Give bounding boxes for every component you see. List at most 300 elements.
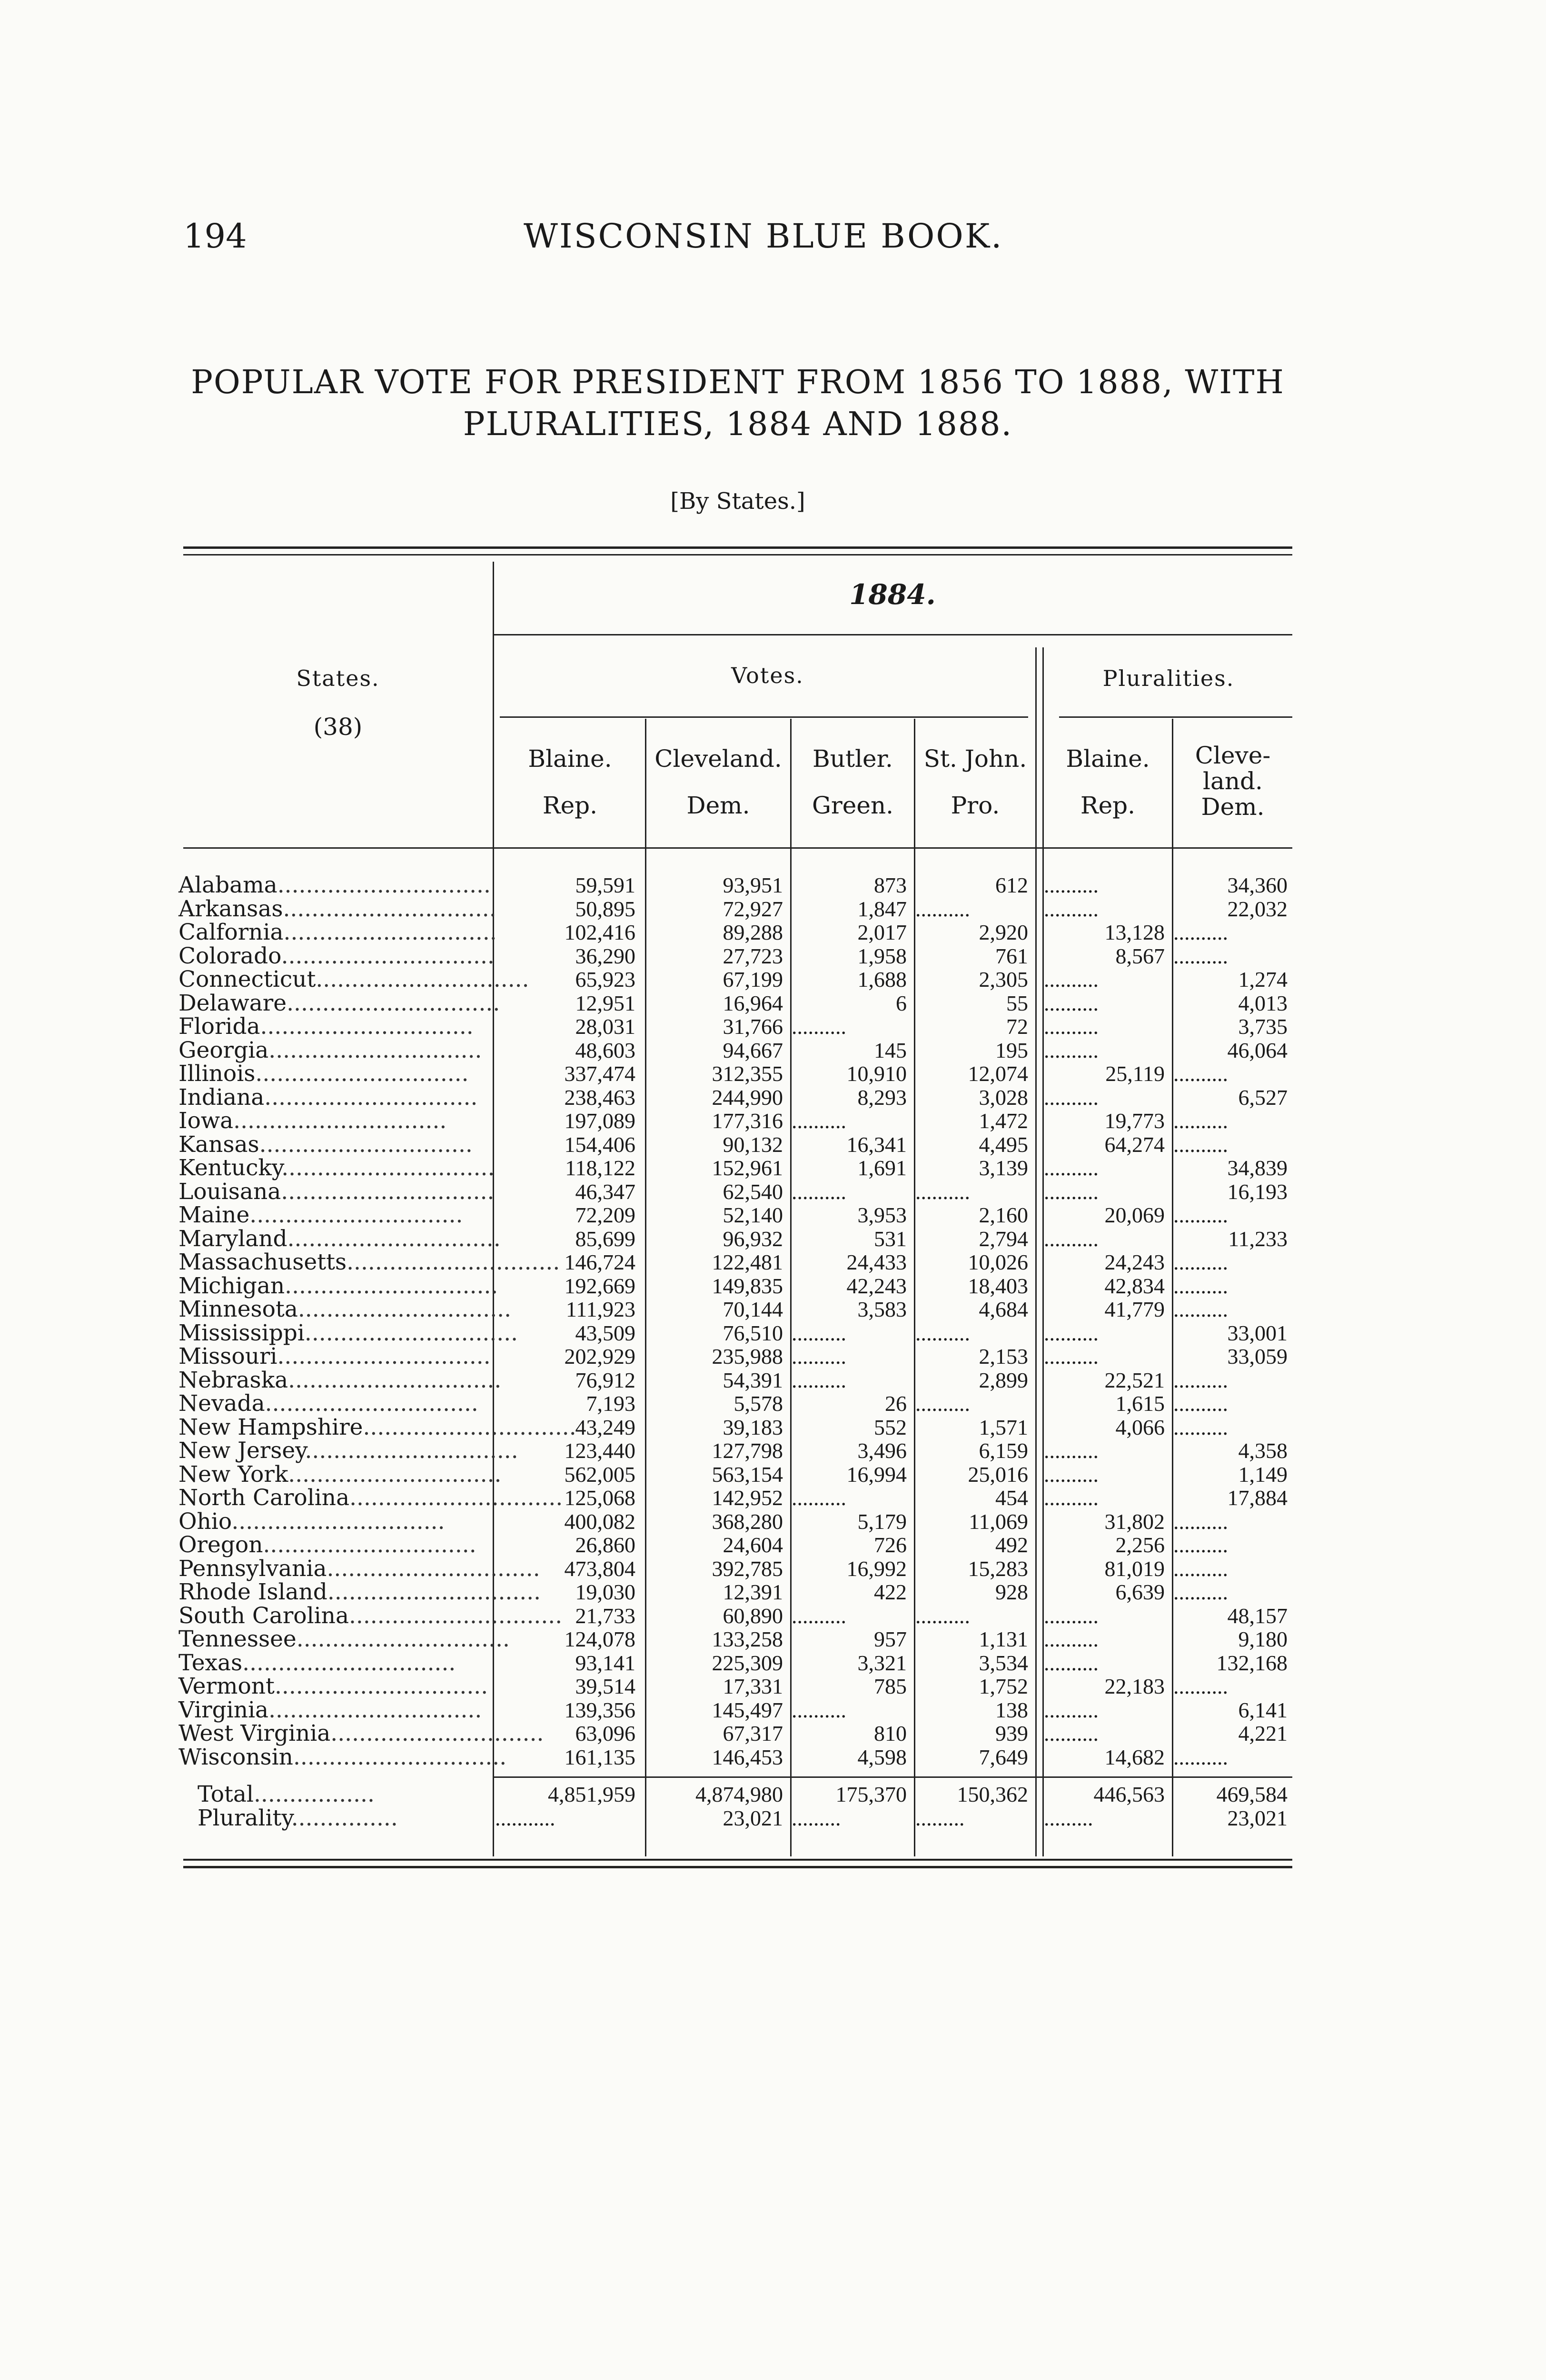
- cleveland-votes-cell: 145,497: [712, 1697, 783, 1722]
- blaine-plurality-cell: 25,119: [1105, 1061, 1165, 1086]
- cleveland-votes-cell: 225,309: [712, 1650, 783, 1675]
- cleveland-plurality-cell: ..........: [1173, 1250, 1228, 1274]
- blaine-votes-cell: 72,209: [575, 1203, 635, 1227]
- butler-votes-cell: ..........: [792, 1697, 846, 1722]
- blaine-plurality-cell: 6,639: [1115, 1580, 1165, 1604]
- state-name: West Virginia: [178, 1720, 331, 1746]
- cleveland-plurality-cell: 1,274: [1238, 967, 1288, 992]
- state-names-column: [178, 872, 576, 1770]
- blaine-votes-column: [495, 873, 635, 1769]
- running-head: [183, 217, 1278, 259]
- state-name: Louisana: [178, 1178, 281, 1205]
- stjohn-votes-cell: 939: [995, 1721, 1028, 1745]
- totals-labels: [178, 1783, 488, 1830]
- stjohn-votes-cell: 1,752: [979, 1674, 1028, 1698]
- blaine-votes-cell: 197,089: [564, 1109, 635, 1133]
- state-name: Mississippi: [178, 1319, 305, 1346]
- stjohn-votes-cell: ..........: [915, 1179, 970, 1204]
- col-header-butler: Butler. Green.: [812, 745, 894, 819]
- cleveland-plurality-cell: 4,221: [1238, 1721, 1288, 1745]
- cleveland-plurality-cell: ..........: [1173, 1368, 1228, 1392]
- butler-votes-cell: 873: [874, 873, 907, 897]
- cleveland-votes-cell: 67,199: [723, 967, 783, 992]
- state-name: Pennsylvania: [178, 1555, 327, 1582]
- state-row: Connecticut..............................: [178, 966, 529, 992]
- stjohn-votes-column: [915, 873, 1028, 1769]
- cleveland-votes-cell: 96,932: [723, 1226, 783, 1251]
- blaine-votes-cell: 26,860: [575, 1533, 635, 1557]
- cleveland-plurality-cell: 132,168: [1216, 1650, 1288, 1675]
- state-name: Virginia: [178, 1696, 269, 1723]
- state-row: Missouri..............................: [178, 1343, 491, 1369]
- cleveland-votes-cell: 5,578: [733, 1391, 783, 1416]
- subtitle: [By States.]: [670, 488, 805, 515]
- cleveland-plurality-cell: 17,884: [1227, 1486, 1288, 1510]
- stjohn-votes-cell: 4,495: [979, 1132, 1028, 1157]
- cleveland-votes-cell: 133,258: [712, 1627, 783, 1651]
- cleveland-plurality-cell: ..........: [1173, 1132, 1228, 1157]
- cleveland-votes-cell: 31,766: [723, 1014, 783, 1039]
- blaine-plurality-cell: ..........: [1044, 873, 1099, 897]
- state-row: Georgia..............................: [178, 1037, 482, 1063]
- blaine-votes-cell: 85,699: [575, 1226, 635, 1251]
- cleveland-votes-cell: 149,835: [712, 1273, 783, 1298]
- cleveland-votes-cell: 17,331: [723, 1674, 783, 1698]
- blaine-votes-cell: 48,603: [575, 1038, 635, 1062]
- state-name: Nevada: [178, 1390, 265, 1417]
- butler-votes-cell: 5,179: [857, 1509, 907, 1534]
- page-number: 194: [183, 217, 247, 256]
- butler-votes-cell: 16,341: [846, 1132, 907, 1157]
- stjohn-votes-cell: 72: [1006, 1014, 1028, 1039]
- bottom-rule-1: [183, 1859, 1292, 1861]
- blaine-plurality-cell: 4,066: [1115, 1415, 1165, 1439]
- blaine-plurality-cell: ..........: [1044, 1462, 1099, 1487]
- stjohn-votes-cell: 3,139: [979, 1156, 1028, 1180]
- total-butler: 175,370 .........: [792, 1782, 907, 1830]
- stjohn-votes-cell: 6,159: [979, 1438, 1028, 1463]
- blaine-votes-cell: 7,193: [586, 1391, 635, 1416]
- state-row: Virginia..............................: [178, 1696, 482, 1723]
- blaine-votes-cell: 562,005: [564, 1462, 635, 1487]
- cleveland-plurality-cell: 3,735: [1238, 1014, 1288, 1039]
- total-plurality-blaine: 446,563 .........: [1044, 1782, 1165, 1830]
- blaine-votes-cell: 59,591: [575, 873, 635, 897]
- blaine-votes-cell: 473,804: [564, 1556, 635, 1581]
- cleveland-plurality-cell: ..........: [1173, 1297, 1228, 1321]
- state-row: Oregon..............................: [178, 1532, 476, 1558]
- stjohn-votes-cell: 2,305: [979, 967, 1028, 992]
- state-name: Georgia: [178, 1037, 269, 1063]
- blaine-plurality-cell: ..........: [1044, 1627, 1099, 1651]
- cleveland-votes-cell: 142,952: [712, 1486, 783, 1510]
- cleveland-plurality-cell: 4,358: [1238, 1438, 1288, 1463]
- cleveland-votes-cell: 94,667: [723, 1038, 783, 1062]
- blaine-plurality-cell: ..........: [1044, 1014, 1099, 1039]
- blaine-votes-cell: 93,141: [575, 1650, 635, 1675]
- stjohn-votes-cell: 2,899: [979, 1368, 1028, 1392]
- stjohn-votes-cell: 761: [995, 943, 1028, 968]
- state-row: West Virginia..............................: [178, 1720, 544, 1746]
- state-row: Colorado..............................: [178, 942, 495, 969]
- cleveland-plurality-cell: ..........: [1173, 1533, 1228, 1557]
- state-name: Iowa: [178, 1108, 234, 1134]
- cleveland-plurality-cell: ..........: [1173, 943, 1228, 968]
- state-row: Iowa..............................: [178, 1108, 447, 1134]
- stjohn-votes-cell: 2,920: [979, 920, 1028, 944]
- stjohn-votes-cell: 195: [995, 1038, 1028, 1062]
- blaine-plurality-cell: ..........: [1044, 1603, 1099, 1628]
- state-name: Maine: [178, 1202, 250, 1228]
- cleveland-plurality-cell: 22,032: [1227, 896, 1288, 921]
- state-name: Massachusetts: [178, 1249, 347, 1275]
- state-name: Calfornia: [178, 919, 284, 945]
- blaine-plurality-cell: 19,773: [1104, 1109, 1165, 1133]
- state-row: Calfornia..............................: [178, 919, 497, 945]
- blaine-votes-cell: 43,509: [575, 1320, 635, 1345]
- state-name: North Carolina: [178, 1485, 350, 1511]
- state-row: New Jersey..............................: [178, 1438, 518, 1464]
- cleveland-votes-cell: 12,391: [723, 1580, 783, 1604]
- state-row: Ohio..............................: [178, 1508, 445, 1535]
- state-name: Vermont: [178, 1673, 275, 1699]
- blaine-plurality-cell: 31,802: [1104, 1509, 1165, 1534]
- blaine-plurality-cell: ..........: [1044, 1344, 1099, 1368]
- state-row: Nebraska..............................: [178, 1367, 502, 1393]
- blaine-plurality-cell: ..........: [1044, 991, 1099, 1015]
- top-rule-2: [183, 554, 1292, 555]
- cleveland-plurality-cell: ..........: [1173, 1556, 1228, 1581]
- butler-votes-cell: 145: [874, 1038, 907, 1062]
- blaine-votes-cell: 76,912: [575, 1368, 635, 1392]
- cleveland-plurality-cell: ..........: [1173, 1109, 1228, 1133]
- butler-votes-cell: 3,953: [857, 1203, 907, 1227]
- blaine-plurality-cell: ..........: [1044, 896, 1099, 921]
- cleveland-votes-cell: 146,453: [712, 1745, 783, 1769]
- cleveland-votes-cell: 93,951: [723, 873, 783, 897]
- blaine-plurality-cell: ..........: [1044, 1085, 1099, 1110]
- stjohn-votes-cell: 25,016: [968, 1462, 1028, 1487]
- blaine-plurality-cell: ..........: [1044, 967, 1099, 992]
- cleveland-votes-cell: 152,961: [712, 1156, 783, 1180]
- blaine-votes-cell: 39,514: [575, 1674, 635, 1698]
- blaine-votes-cell: 12,951: [575, 991, 635, 1015]
- blaine-plurality-cell: ..........: [1044, 1721, 1099, 1745]
- state-row: Kentucky..............................: [178, 1155, 495, 1181]
- butler-votes-cell: 3,496: [857, 1438, 907, 1463]
- blaine-votes-cell: 118,122: [565, 1156, 635, 1180]
- butler-votes-cell: 4,598: [857, 1745, 907, 1769]
- blaine-plurality-cell: 14,682: [1104, 1745, 1165, 1769]
- state-name: Rhode Island: [178, 1579, 327, 1605]
- butler-votes-cell: 16,994: [846, 1462, 907, 1487]
- butler-votes-cell: 1,688: [857, 967, 907, 992]
- stjohn-votes-cell: 1,472: [979, 1109, 1028, 1133]
- cleveland-votes-cell: 244,990: [712, 1085, 783, 1110]
- state-name: Connecticut: [178, 966, 316, 992]
- stjohn-votes-cell: 2,794: [979, 1226, 1028, 1251]
- stjohn-votes-cell: 1,131: [979, 1627, 1028, 1651]
- cleveland-votes-cell: 70,144: [723, 1297, 783, 1321]
- state-row: Mississippi..............................: [178, 1319, 518, 1346]
- state-name: New York: [178, 1461, 288, 1488]
- stjohn-votes-cell: 4,684: [979, 1297, 1028, 1321]
- stjohn-votes-cell: ..........: [915, 1320, 970, 1345]
- state-row: Alabama..............................: [178, 872, 491, 898]
- state-row: Massachusetts..............................: [178, 1249, 560, 1275]
- state-row: Michigan..............................: [178, 1272, 498, 1299]
- plurality-label-row: Plurality...............: [198, 1805, 398, 1831]
- total-plurality-cleveland: 469,584 23,021: [1216, 1782, 1288, 1830]
- state-row: Wisconsin..............................: [178, 1744, 507, 1770]
- state-row: Minnesota..............................: [178, 1296, 512, 1322]
- butler-votes-cell: 957: [874, 1627, 907, 1651]
- cleveland-plurality-cell: 6,527: [1238, 1085, 1288, 1110]
- state-name: Michigan: [178, 1272, 285, 1299]
- state-name: Maryland: [178, 1225, 287, 1252]
- blaine-votes-cell: 123,440: [564, 1438, 635, 1463]
- state-row: New Hampshire..............................: [178, 1414, 576, 1440]
- totals-rule: [493, 1776, 1292, 1778]
- state-row: Maine..............................: [178, 1202, 463, 1228]
- cleveland-votes-cell: 122,481: [712, 1250, 783, 1274]
- state-name: Tennessee: [178, 1626, 297, 1652]
- blaine-plurality-cell: 20,069: [1104, 1203, 1165, 1227]
- state-row: Nevada..............................: [178, 1390, 478, 1417]
- state-name: Arkansas: [178, 895, 283, 922]
- states-divider: [493, 562, 494, 1856]
- blaine-plurality-cell: 22,183: [1104, 1674, 1165, 1698]
- blaine-plurality-cell: ..........: [1044, 1156, 1099, 1180]
- table-title: [181, 362, 1295, 446]
- butler-votes-cell: ..........: [792, 1486, 846, 1510]
- states-header: States.: [296, 665, 380, 691]
- butler-votes-cell: 3,321: [857, 1650, 907, 1675]
- butler-votes-cell: 531: [874, 1226, 907, 1251]
- butler-votes-cell: 3,583: [857, 1297, 907, 1321]
- cleveland-votes-cell: 62,540: [723, 1179, 783, 1204]
- butler-votes-cell: 1,847: [857, 896, 907, 921]
- blaine-plurality-cell: ..........: [1044, 1438, 1099, 1463]
- cleveland-plurality-cell: ..........: [1173, 1273, 1228, 1298]
- blaine-votes-cell: 400,082: [564, 1509, 635, 1534]
- cleveland-plurality-cell: ..........: [1173, 1203, 1228, 1227]
- state-row: Florida..............................: [178, 1013, 474, 1040]
- butler-votes-cell: ..........: [792, 1179, 846, 1204]
- butler-votes-cell: 8,293: [857, 1085, 907, 1110]
- cleveland-votes-cell: 563,154: [712, 1462, 783, 1487]
- blaine-plurality-cell: 42,834: [1104, 1273, 1165, 1298]
- title-line-1: POPULAR VOTE FOR PRESIDENT FROM 1856 TO 1888, WITH: [191, 364, 1285, 401]
- butler-votes-cell: 10,910: [846, 1061, 907, 1086]
- state-name: Texas: [178, 1649, 243, 1676]
- blaine-votes-cell: 46,347: [575, 1179, 635, 1204]
- top-rule-1: [183, 546, 1292, 549]
- stjohn-votes-cell: 12,074: [968, 1061, 1028, 1086]
- cleveland-votes-cell: 392,785: [712, 1556, 783, 1581]
- cleveland-plurality-cell: ..........: [1173, 920, 1228, 944]
- cleveland-votes-cell: 72,927: [723, 896, 783, 921]
- blaine-plurality-cell: ..........: [1044, 1226, 1099, 1251]
- state-name: Colorado: [178, 942, 281, 969]
- blaine-plurality-cell: ..........: [1044, 1320, 1099, 1345]
- cleveland-plurality-cell: 34,360: [1227, 873, 1288, 897]
- blaine-plurality-cell: 81,019: [1104, 1556, 1165, 1581]
- blaine-plurality-cell: ..........: [1044, 1650, 1099, 1675]
- state-row: Pennsylvania..............................: [178, 1555, 540, 1582]
- total-cleveland: 4,874,980 23,021: [695, 1782, 783, 1830]
- book-title: WISCONSIN BLUE BOOK.: [524, 217, 1003, 256]
- butler-votes-cell: ..........: [792, 1344, 846, 1368]
- stjohn-votes-cell: ..........: [915, 1603, 970, 1628]
- cleveland-votes-cell: 54,391: [723, 1368, 783, 1392]
- state-name: Illinois: [178, 1061, 256, 1087]
- cleveland-votes-cell: 90,132: [723, 1132, 783, 1157]
- blaine-plurality-cell: 1,615: [1115, 1391, 1165, 1416]
- votes-plural-divider-1: [1035, 647, 1037, 1856]
- header-bottom-rule: [183, 847, 1292, 849]
- col-header-cleveland: Cleveland. Dem.: [654, 745, 782, 819]
- butler-votes-cell: 2,017: [857, 920, 907, 944]
- state-row: Kansas..............................: [178, 1131, 473, 1158]
- stjohn-votes-cell: 928: [995, 1580, 1028, 1604]
- state-name: Florida: [178, 1013, 260, 1040]
- stjohn-votes-cell: 2,153: [979, 1344, 1028, 1368]
- blaine-votes-cell: 202,929: [564, 1344, 635, 1368]
- cleveland-plurality-cell: ..........: [1173, 1745, 1228, 1769]
- cleveland-plurality-cell: 16,193: [1227, 1179, 1288, 1204]
- state-name: Nebraska: [178, 1367, 288, 1393]
- butler-votes-cell: 1,691: [857, 1156, 907, 1180]
- cleveland-plurality-cell: ..........: [1173, 1674, 1228, 1698]
- stjohn-votes-cell: 1,571: [979, 1415, 1028, 1439]
- state-name: Delaware: [178, 990, 287, 1016]
- state-name: South Carolina: [178, 1602, 349, 1629]
- blaine-votes-cell: 19,030: [575, 1580, 635, 1604]
- stjohn-votes-cell: 11,069: [969, 1509, 1028, 1534]
- state-name: New Jersey: [178, 1438, 305, 1464]
- stjohn-votes-cell: 2,160: [979, 1203, 1028, 1227]
- state-row: North Carolina..............................: [178, 1485, 563, 1511]
- state-row: Delaware..............................: [178, 990, 500, 1016]
- stjohn-votes-cell: 492: [995, 1533, 1028, 1557]
- cleveland-plurality-cell: 9,180: [1238, 1627, 1288, 1651]
- state-row: Louisana..............................: [178, 1178, 495, 1205]
- col-header-stjohn: St. John. Pro.: [923, 745, 1027, 819]
- cleveland-plurality-cell: ..........: [1173, 1509, 1228, 1534]
- butler-votes-cell: 1,958: [857, 943, 907, 968]
- cleveland-votes-cell: 235,988: [712, 1344, 783, 1368]
- butler-votes-cell: 24,433: [846, 1250, 907, 1274]
- stjohn-votes-cell: 454: [995, 1486, 1028, 1510]
- cleveland-plurality-cell: 1,149: [1238, 1462, 1288, 1487]
- butler-votes-cell: ..........: [792, 1014, 846, 1039]
- cleveland-votes-cell: 27,723: [723, 943, 783, 968]
- stjohn-votes-cell: 138: [995, 1697, 1028, 1722]
- cleveland-votes-cell: 127,798: [712, 1438, 783, 1463]
- blaine-plurality-cell: 13,128: [1104, 920, 1165, 944]
- cleveland-votes-cell: 89,288: [723, 920, 783, 944]
- blaine-votes-cell: 125,068: [564, 1486, 635, 1510]
- cleveland-votes-cell: 60,890: [723, 1603, 783, 1628]
- cleveland-votes-cell: 16,964: [723, 991, 783, 1015]
- blaine-votes-cell: 139,356: [564, 1697, 635, 1722]
- cleveland-plurality-cell: 33,059: [1227, 1344, 1288, 1368]
- pluralities-underline: [1059, 716, 1292, 718]
- state-name: Wisconsin: [178, 1744, 293, 1770]
- state-row: Vermont..............................: [178, 1673, 488, 1699]
- state-row: Tennessee..............................: [178, 1626, 510, 1652]
- state-name: Indiana: [178, 1084, 265, 1111]
- blaine-votes-cell: 124,078: [564, 1627, 635, 1651]
- stjohn-votes-cell: 7,649: [979, 1745, 1028, 1769]
- butler-votes-cell: ..........: [792, 1109, 846, 1133]
- cleveland-plurality-cell: 33,001: [1227, 1320, 1288, 1345]
- state-name: Missouri: [178, 1343, 277, 1369]
- cleveland-votes-cell: 24,604: [723, 1533, 783, 1557]
- butler-votes-cell: 422: [874, 1580, 907, 1604]
- blaine-votes-cell: 63,096: [575, 1721, 635, 1745]
- butler-votes-cell: 42,243: [846, 1273, 907, 1298]
- cleveland-plurality-cell: 48,157: [1227, 1603, 1288, 1628]
- state-name: New Hampshire: [178, 1414, 363, 1440]
- blaine-plurality-column: [1044, 873, 1165, 1769]
- stjohn-votes-cell: 3,534: [979, 1650, 1028, 1675]
- cleveland-votes-cell: 312,355: [712, 1061, 783, 1086]
- butler-votes-cell: 552: [874, 1415, 907, 1439]
- cleveland-votes-cell: 177,316: [712, 1109, 783, 1133]
- stjohn-votes-cell: 15,283: [968, 1556, 1028, 1581]
- butler-votes-column: [792, 873, 907, 1769]
- blaine-votes-cell: 43,249: [575, 1415, 635, 1439]
- blaine-votes-cell: 21,733: [575, 1603, 635, 1628]
- blaine-votes-cell: 238,463: [564, 1085, 635, 1110]
- total-blaine: 4,851,959 ...........: [495, 1782, 635, 1830]
- cleveland-votes-cell: 39,183: [723, 1415, 783, 1439]
- cleveland-votes-cell: 52,140: [723, 1203, 783, 1227]
- blaine-plurality-cell: ..........: [1044, 1179, 1099, 1204]
- cleveland-votes-cell: 76,510: [723, 1320, 783, 1345]
- state-name: Oregon: [178, 1532, 263, 1558]
- state-row: Arkansas..............................: [178, 895, 496, 922]
- year-underline: [493, 634, 1292, 635]
- state-name: Minnesota: [178, 1296, 298, 1322]
- title-line-2: PLURALITIES, 1884 AND 1888.: [463, 406, 1013, 443]
- blaine-votes-cell: 65,923: [575, 967, 635, 992]
- cleveland-votes-cell: 368,280: [712, 1509, 783, 1534]
- butler-votes-cell: 810: [874, 1721, 907, 1745]
- state-row: Indiana..............................: [178, 1084, 478, 1111]
- blaine-plurality-cell: 41,779: [1104, 1297, 1165, 1321]
- blaine-plurality-cell: 8,567: [1115, 943, 1165, 968]
- votes-header: Votes.: [731, 663, 804, 688]
- cleveland-plurality-cell: 11,233: [1228, 1226, 1288, 1251]
- cleveland-votes-cell: 67,317: [723, 1721, 783, 1745]
- cleveland-plurality-cell: 6,141: [1238, 1697, 1288, 1722]
- col-header-plurality-blaine: Blaine. Rep.: [1066, 745, 1150, 819]
- year-heading: 1884.: [849, 578, 936, 611]
- state-name: Ohio: [178, 1508, 232, 1535]
- stjohn-votes-cell: 3,028: [979, 1085, 1028, 1110]
- blaine-votes-cell: 28,031: [575, 1014, 635, 1039]
- cleveland-plurality-cell: 34,839: [1227, 1156, 1288, 1180]
- butler-votes-cell: 726: [874, 1533, 907, 1557]
- blaine-plurality-cell: ..........: [1044, 1038, 1099, 1062]
- total-label-row: Total.................: [198, 1781, 375, 1807]
- state-row: Rhode Island..............................: [178, 1579, 541, 1605]
- blaine-votes-cell: 102,416: [564, 920, 635, 944]
- stjohn-votes-cell: 18,403: [968, 1273, 1028, 1298]
